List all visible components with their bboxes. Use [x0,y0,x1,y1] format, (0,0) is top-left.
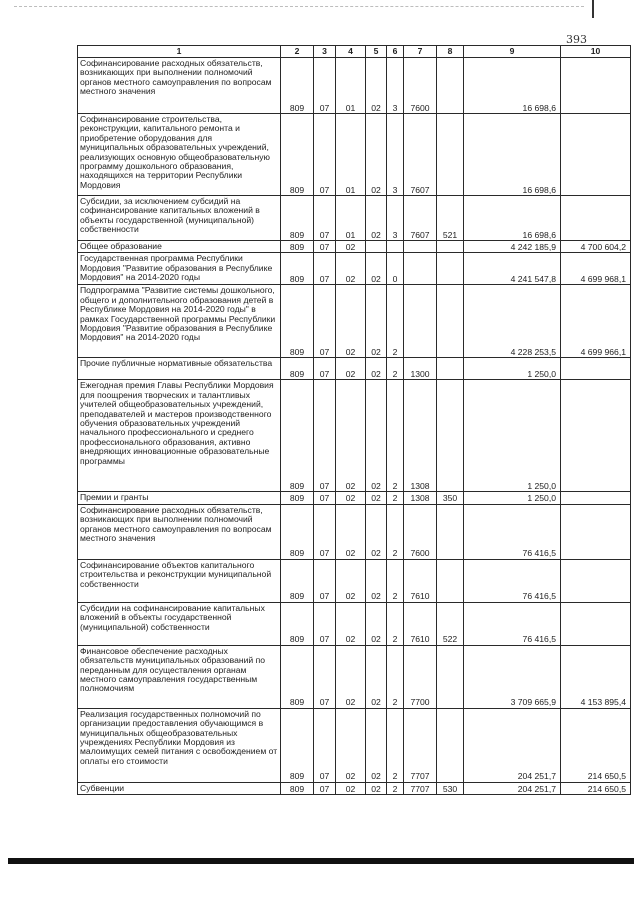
cell-amount-year2: 214 650,5 [561,782,631,794]
budget-table [77,45,631,795]
cell-subsection: 02 [336,492,366,504]
table-row [78,559,631,602]
cell-amount-year2 [561,504,631,559]
cell-admin-code: 809 [281,380,314,492]
cell-expense-type [437,241,464,253]
row-name: Софинансирование объектов капитального строительства и реконструкции муниципальной собственности [78,559,281,602]
cell-amount-year2: 4 700 604,2 [561,241,631,253]
cell-expense-type: 521 [437,196,464,241]
cell-expense-type: 530 [437,782,464,794]
cell-section: 07 [314,196,336,241]
cell-subsection: 02 [336,285,366,358]
cell-amount-year2: 4 699 966,1 [561,285,631,358]
cell-subsection: 02 [336,602,366,645]
cell-target-article: 1308 [404,492,437,504]
cell-program: 02 [366,196,387,241]
cell-subprogram: 3 [387,58,404,114]
cell-amount-year1: 1 250,0 [464,492,561,504]
cell-subprogram: 2 [387,285,404,358]
table-row [78,285,631,358]
header-cell-10: 10 [561,46,631,58]
cell-target-article: 7607 [404,114,437,196]
header-cell-1: 1 [78,46,281,58]
cell-amount-year1: 204 251,7 [464,708,561,782]
table-row [78,380,631,492]
cell-section: 07 [314,504,336,559]
cell-admin-code: 809 [281,708,314,782]
cell-program: 02 [366,492,387,504]
cell-admin-code: 809 [281,358,314,380]
row-name: Ежегодная премия Главы Республики Мордовия для поощрения творческих и талантливых учителей общеобразовательных учреждений, преподавателей и мастеров производственного обучения образовательных учреждений начального профессионального и среднего профессионального образования, активно внедряющих инновационные образовательные программы [78,380,281,492]
cell-section: 07 [314,602,336,645]
cell-expense-type [437,114,464,196]
header-cell-8: 8 [437,46,464,58]
cell-program: 02 [366,58,387,114]
cell-section: 07 [314,782,336,794]
cell-amount-year1: 3 709 665,9 [464,645,561,708]
bottom-scan-bar [8,858,634,864]
cell-subprogram: 2 [387,492,404,504]
row-name: Подпрограмма "Развитие системы дошкольного, общего и дополнительного образования детей в Республике Мордовия на 2014-2020 годы" в рамках Государственной программы Республики Мордовия "Развитие образования в Республике Мордовия" на 2014-2020 годы [78,285,281,358]
table-row [78,253,631,285]
cell-subprogram: 3 [387,114,404,196]
cell-subprogram [387,241,404,253]
cell-program: 02 [366,253,387,285]
cell-program [366,241,387,253]
table-header-row [78,46,631,58]
cell-admin-code: 809 [281,559,314,602]
cell-subprogram: 2 [387,559,404,602]
cell-expense-type: 522 [437,602,464,645]
cell-admin-code: 809 [281,782,314,794]
cell-expense-type [437,253,464,285]
cell-expense-type [437,708,464,782]
header-cell-4: 4 [336,46,366,58]
table-row [78,358,631,380]
cell-target-article: 7600 [404,504,437,559]
cell-subsection: 02 [336,241,366,253]
cell-expense-type [437,559,464,602]
cell-amount-year1: 16 698,6 [464,196,561,241]
cell-subsection: 01 [336,58,366,114]
cell-admin-code: 809 [281,645,314,708]
table-row [78,58,631,114]
cell-amount-year1: 16 698,6 [464,58,561,114]
cell-amount-year1: 76 416,5 [464,504,561,559]
cell-admin-code: 809 [281,241,314,253]
cell-expense-type [437,380,464,492]
cell-amount-year2 [561,358,631,380]
cell-amount-year1: 76 416,5 [464,602,561,645]
cell-subprogram: 0 [387,253,404,285]
cell-amount-year2 [561,196,631,241]
cell-expense-type [437,358,464,380]
cell-program: 02 [366,285,387,358]
cell-subprogram: 2 [387,602,404,645]
cell-amount-year2 [561,58,631,114]
row-name: Государственная программа Республики Мордовия "Развитие образования в Республике Мордовия" на 2014-2020 годы [78,253,281,285]
row-name: Софинансирование расходных обязательств, возникающих при выполнении полномочий органов местного самоуправления по вопросам местного значения [78,58,281,114]
cell-target-article [404,241,437,253]
top-scan-mark [592,0,594,18]
cell-admin-code: 809 [281,285,314,358]
cell-amount-year2: 4 153 895,4 [561,645,631,708]
cell-program: 02 [366,602,387,645]
cell-subsection: 02 [336,253,366,285]
row-name: Субсидии, за исключением субсидий на софинансирование капитальных вложений в объекты государственной (муниципальной) собственности [78,196,281,241]
cell-amount-year2 [561,380,631,492]
cell-target-article [404,253,437,285]
cell-section: 07 [314,708,336,782]
cell-subprogram: 3 [387,196,404,241]
cell-subsection: 02 [336,358,366,380]
cell-program: 02 [366,782,387,794]
cell-subsection: 02 [336,645,366,708]
header-cell-7: 7 [404,46,437,58]
cell-section: 07 [314,492,336,504]
cell-subsection: 02 [336,559,366,602]
cell-admin-code: 809 [281,253,314,285]
cell-target-article: 1308 [404,380,437,492]
cell-target-article: 1300 [404,358,437,380]
cell-target-article: 7707 [404,708,437,782]
cell-admin-code: 809 [281,114,314,196]
cell-amount-year2 [561,492,631,504]
cell-amount-year1: 76 416,5 [464,559,561,602]
row-name: Субсидии на софинансирование капитальных вложений в объекты государственной (муниципальной) собственности [78,602,281,645]
cell-section: 07 [314,114,336,196]
top-scan-edge [14,6,584,7]
cell-section: 07 [314,241,336,253]
cell-admin-code: 809 [281,58,314,114]
cell-target-article: 7707 [404,782,437,794]
cell-admin-code: 809 [281,602,314,645]
cell-amount-year1: 204 251,7 [464,782,561,794]
table-row [78,708,631,782]
cell-amount-year1: 4 241 547,8 [464,253,561,285]
cell-subprogram: 2 [387,782,404,794]
cell-amount-year1: 4 228 253,5 [464,285,561,358]
cell-amount-year2 [561,559,631,602]
header-cell-9: 9 [464,46,561,58]
row-name: Премии и гранты [78,492,281,504]
cell-target-article: 7610 [404,602,437,645]
cell-target-article: 7610 [404,559,437,602]
cell-subsection: 02 [336,380,366,492]
row-name: Софинансирование строительства, реконструкции, капитального ремонта и приобретение оборудования для муниципальных образовательных учреждений, реализующих основную общеобразовательную программу дошкольного образования, находящихся на территории Республики Мордовия [78,114,281,196]
cell-amount-year2 [561,602,631,645]
cell-expense-type [437,645,464,708]
cell-subsection: 01 [336,196,366,241]
row-name: Софинансирование расходных обязательств, возникающих при выполнении полномочий органов местного самоуправления по вопросам местного значения [78,504,281,559]
cell-expense-type [437,504,464,559]
cell-section: 07 [314,358,336,380]
cell-section: 07 [314,285,336,358]
cell-amount-year1: 1 250,0 [464,380,561,492]
cell-subsection: 02 [336,504,366,559]
cell-subsection: 02 [336,708,366,782]
cell-section: 07 [314,58,336,114]
header-cell-3: 3 [314,46,336,58]
cell-amount-year1: 1 250,0 [464,358,561,380]
cell-subprogram: 2 [387,380,404,492]
cell-subprogram: 2 [387,645,404,708]
header-cell-5: 5 [366,46,387,58]
cell-program: 02 [366,645,387,708]
cell-section: 07 [314,380,336,492]
row-name: Финансовое обеспечение расходных обязательств муниципальных образований по переданным для осуществления органам местного самоуправления государственным полномочиям [78,645,281,708]
cell-amount-year1: 4 242 185,9 [464,241,561,253]
row-name: Прочие публичные нормативные обязательства [78,358,281,380]
row-name: Субвенции [78,782,281,794]
cell-amount-year1: 16 698,6 [464,114,561,196]
cell-program: 02 [366,114,387,196]
cell-admin-code: 809 [281,196,314,241]
cell-expense-type [437,285,464,358]
table-row [78,241,631,253]
cell-subsection: 01 [336,114,366,196]
table-row [78,504,631,559]
cell-amount-year2: 214 650,5 [561,708,631,782]
cell-amount-year2: 4 699 968,1 [561,253,631,285]
table-row [78,196,631,241]
table-row [78,602,631,645]
header-cell-2: 2 [281,46,314,58]
cell-program: 02 [366,708,387,782]
cell-subprogram: 2 [387,358,404,380]
cell-expense-type: 350 [437,492,464,504]
cell-section: 07 [314,253,336,285]
cell-expense-type [437,58,464,114]
table-row [78,492,631,504]
cell-subsection: 02 [336,782,366,794]
cell-section: 07 [314,559,336,602]
row-name: Общее образование [78,241,281,253]
table-row [78,645,631,708]
row-name: Реализация государственных полномочий по организации предоставления обучающимся в муниципальных общеобразовательных учреждениях Республики Мордовия из малоимущих семей питания с освобождением от оплаты его стоимости [78,708,281,782]
cell-admin-code: 809 [281,504,314,559]
cell-admin-code: 809 [281,492,314,504]
cell-program: 02 [366,358,387,380]
cell-program: 02 [366,380,387,492]
header-cell-6: 6 [387,46,404,58]
cell-subprogram: 2 [387,708,404,782]
cell-program: 02 [366,559,387,602]
page-number: 393 [566,33,587,46]
cell-subprogram: 2 [387,504,404,559]
cell-amount-year2 [561,114,631,196]
cell-target-article: 7600 [404,58,437,114]
cell-target-article: 7700 [404,645,437,708]
cell-target-article [404,285,437,358]
cell-program: 02 [366,504,387,559]
cell-section: 07 [314,645,336,708]
table-row [78,114,631,196]
cell-target-article: 7607 [404,196,437,241]
table-row [78,782,631,794]
